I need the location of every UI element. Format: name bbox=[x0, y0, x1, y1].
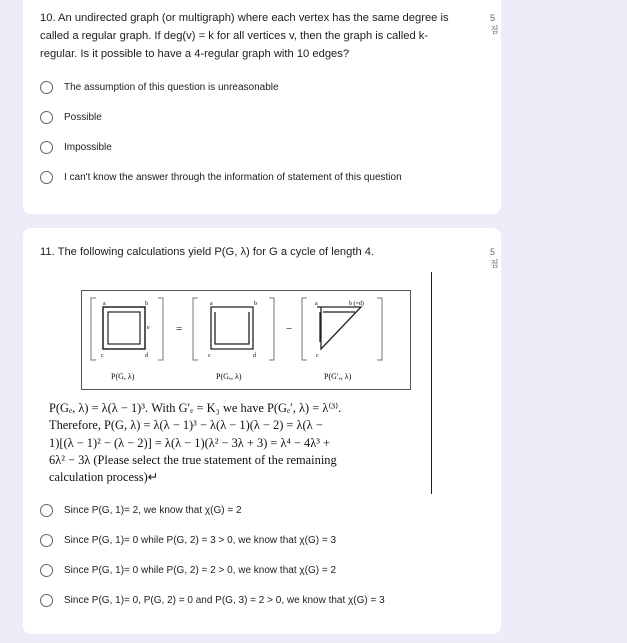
vertex-b-equals-d: b (=d) bbox=[349, 301, 364, 307]
divider-line bbox=[431, 272, 432, 494]
option-chi-3-a[interactable] bbox=[40, 534, 336, 547]
graph-g bbox=[91, 298, 163, 381]
points-label: 5점 bbox=[490, 247, 499, 269]
vertex-e: e bbox=[147, 325, 150, 331]
option-chi-2-b[interactable] bbox=[40, 564, 336, 577]
question-text: 10. An undirected graph (or multigraph) where each vertex has the same degree is called a regular graph. If deg(v) = k for all vertices v, then the graph is called k-regular. Is it possible to have a 4-regular graph with 10 edges? bbox=[40, 12, 449, 60]
radio-button[interactable] bbox=[40, 111, 53, 124]
vertex-d: d bbox=[253, 353, 256, 359]
option-label: I can't know the answer through the information of statement of this question bbox=[64, 172, 402, 183]
vertex-c: c bbox=[208, 353, 211, 359]
label-pge: P(Gₑ, λ) bbox=[216, 372, 242, 381]
vertex-c: c bbox=[101, 353, 104, 359]
radio-button[interactable] bbox=[40, 141, 53, 154]
vertex-a: a bbox=[210, 301, 213, 307]
radio-button[interactable] bbox=[40, 594, 53, 607]
calc-line: 1)[(λ − 1)² − (λ − 2)] = λ(λ − 1)(λ² − 3λ + 3) = λ⁴ − 4λ³ + bbox=[49, 435, 331, 450]
option-label: Since P(G, 1)= 2, we know that χ(G) = 2 bbox=[64, 505, 242, 516]
option-label: Possible bbox=[64, 112, 102, 123]
radio-button[interactable] bbox=[40, 81, 53, 94]
option-label: Impossible bbox=[64, 142, 112, 153]
radio-button[interactable] bbox=[40, 171, 53, 184]
graph-ge-prime bbox=[302, 298, 382, 381]
calc-line: P(Gₑ, λ) = λ(λ − 1)³. With G′ₑ = K₃ we have P(Gₑ′, λ) = λ⁽³⁾. bbox=[49, 401, 342, 415]
radio-button[interactable] bbox=[40, 564, 53, 577]
vertex-b: b bbox=[254, 301, 257, 307]
vertex-b: b bbox=[145, 301, 148, 307]
option-unreasonable[interactable] bbox=[40, 81, 279, 94]
label-pg: P(G, λ) bbox=[111, 372, 135, 381]
question-card-11 bbox=[23, 228, 501, 634]
question-text: 11. The following calculations yield P(G, λ) for G a cycle of length 4. bbox=[40, 246, 375, 258]
minus-sign: − bbox=[286, 323, 293, 335]
radio-button[interactable] bbox=[40, 534, 53, 547]
option-impossible[interactable] bbox=[40, 141, 112, 154]
label-pge-prime: P(G′ₑ, λ) bbox=[324, 372, 352, 381]
calculation-text bbox=[49, 400, 429, 486]
calc-line: Therefore, P(G, λ) = λ(λ − 1)³ − λ(λ − 1)(λ − 2) = λ(λ − bbox=[49, 418, 323, 433]
vertex-c: c bbox=[316, 353, 319, 359]
chromatic-polynomial-figure bbox=[81, 290, 411, 390]
option-label: Since P(G, 1)= 0 while P(G, 2) = 3 > 0, we know that χ(G) = 3 bbox=[64, 535, 337, 546]
option-possible[interactable] bbox=[40, 111, 102, 124]
option-label: The assumption of this question is unreasonable bbox=[64, 82, 279, 93]
graph-ge bbox=[193, 298, 274, 381]
calc-line: 6λ² − 3λ (Please select the true statement of the remaining bbox=[49, 452, 337, 467]
points-label: 5점 bbox=[490, 13, 499, 35]
option-chi-2-a[interactable] bbox=[40, 504, 242, 517]
calc-line: calculation process)↵ bbox=[49, 470, 159, 485]
option-label: Since P(G, 1)= 0, P(G, 2) = 0 and P(G, 3) = 2 > 0, we know that χ(G) = 3 bbox=[64, 595, 385, 606]
vertex-a: a bbox=[103, 301, 106, 307]
option-label: Since P(G, 1)= 0 while P(G, 2) = 2 > 0, we know that χ(G) = 2 bbox=[64, 565, 337, 576]
option-cannot-know[interactable] bbox=[40, 171, 402, 184]
option-chi-3-b[interactable] bbox=[40, 594, 385, 607]
vertex-d: d bbox=[145, 353, 148, 359]
question-card-10 bbox=[23, 0, 501, 214]
radio-button[interactable] bbox=[40, 504, 53, 517]
vertex-a: a bbox=[315, 301, 318, 307]
equals-sign: = bbox=[176, 323, 183, 335]
